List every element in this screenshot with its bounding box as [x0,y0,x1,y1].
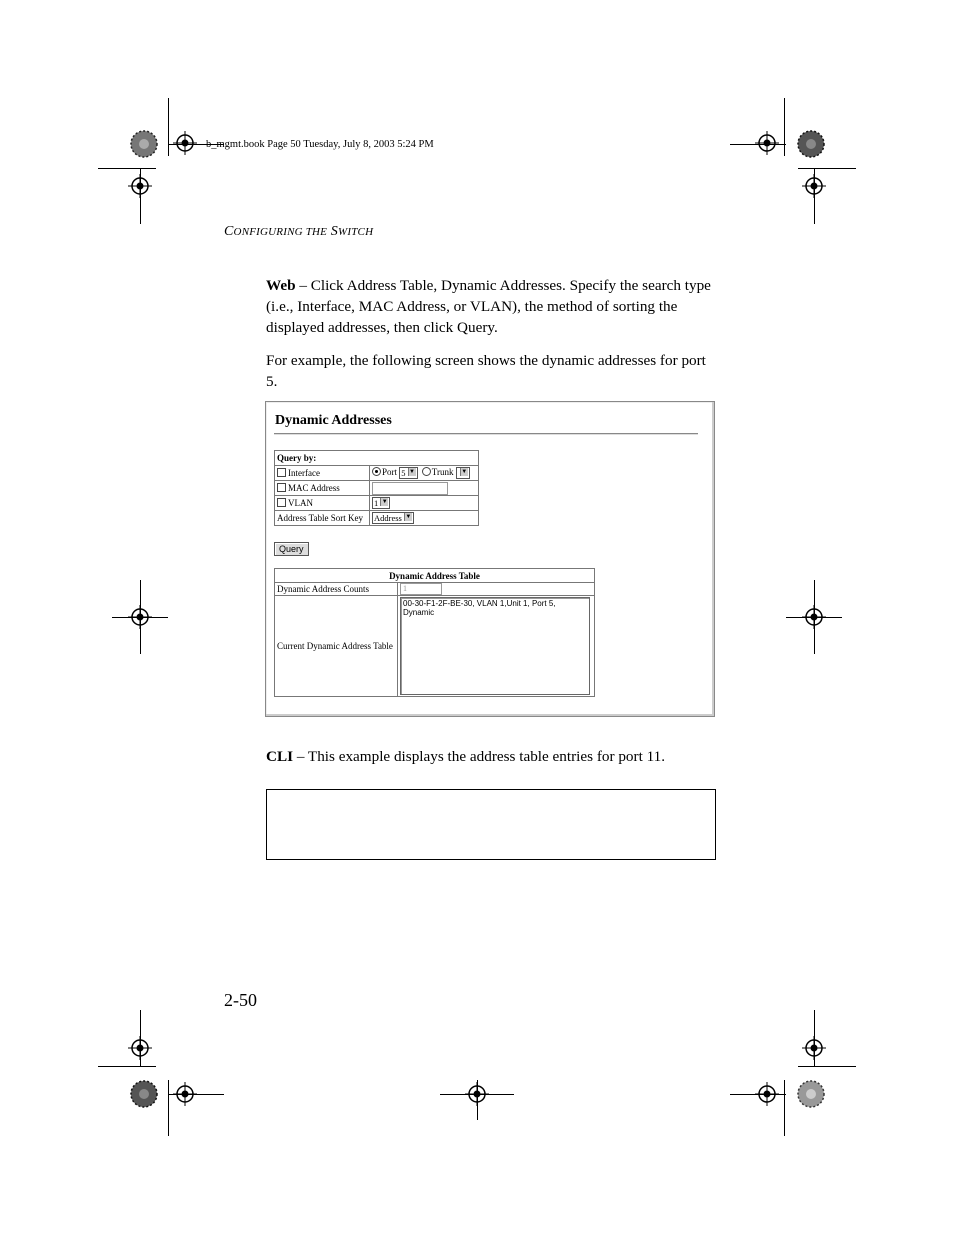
color-target-icon [130,130,158,158]
port-value: 5 [401,468,406,478]
mac-option[interactable] [275,481,370,496]
running-head-part: S [327,224,338,239]
counts-label: Dynamic Address Counts [275,583,398,596]
counts-cell [398,583,595,596]
running-head [224,224,373,240]
dynamic-addresses-screenshot [265,401,715,717]
port-label: Port [382,467,398,478]
running-head-part: WITCH [338,226,374,238]
dropdown-arrow-icon: ▼ [461,469,468,475]
interface-controls [370,466,479,481]
vlan-label: VLAN [288,498,313,508]
dynamic-address-table [274,568,595,697]
cli-paragraph [266,746,718,767]
trunk-label: Trunk [431,467,454,478]
running-head-part: C [224,224,234,239]
registration-mark-icon [802,605,826,629]
mac-address-input[interactable] [372,482,448,495]
registration-mark-icon [802,174,826,198]
sort-key-value: Address [374,513,402,523]
query-table [274,450,479,526]
title-divider [274,433,698,435]
sort-key-label: Address Table Sort Key [275,511,370,526]
trunk-select[interactable] [456,467,470,479]
query-button[interactable]: Query [274,542,309,556]
cli-text: – This example displays the address table entries for port 11. [293,748,666,765]
color-target-icon [797,130,825,158]
interface-label: Interface [288,468,320,478]
current-table-cell [398,596,595,697]
vlan-value: 1 [374,498,379,508]
interface-option[interactable] [275,466,370,481]
registration-mark-icon [173,131,197,155]
registration-mark-icon [802,1036,826,1060]
registration-mark-icon [755,131,779,155]
cli-example-box [266,789,716,860]
web-label: Web [266,277,296,294]
sort-key-select[interactable] [372,512,414,524]
mac-checkbox[interactable] [277,483,286,492]
table-title: Dynamic Address Table [275,569,595,583]
dropdown-arrow-icon: ▼ [405,514,412,520]
port-select[interactable] [399,467,417,479]
print-header: b_mgmt.book Page 50 Tuesday, July 8, 2003 5:24 PM [206,139,434,150]
web-instructions [266,275,718,338]
sort-key-controls [370,511,479,526]
current-table-label: Current Dynamic Address Table [275,596,398,697]
trunk-radio[interactable] [422,467,431,476]
registration-mark-icon [128,174,152,198]
registration-mark-icon [173,1082,197,1106]
query-by-label: Query by: [275,451,479,466]
registration-mark-icon [128,605,152,629]
screen-title: Dynamic Addresses [275,413,392,428]
color-target-icon [797,1080,825,1108]
mac-label: MAC Address [288,483,340,493]
vlan-select[interactable] [372,497,390,509]
port-radio[interactable] [372,467,381,476]
vlan-option[interactable] [275,496,370,511]
registration-mark-icon [755,1082,779,1106]
vlan-controls [370,496,479,511]
running-head-part: ONFIGURING THE [233,226,328,238]
example-paragraph: For example, the following screen shows the dynamic addresses for port 5. [266,352,706,390]
registration-mark-icon [465,1082,489,1106]
counts-field: 1 [400,583,442,595]
vlan-checkbox[interactable] [277,498,286,507]
mac-controls [370,481,479,496]
web-text: – Click Address Table, Dynamic Addresses. Specify the search type (i.e., Interface, MAC Address, or VLAN), the method of sorting the displayed addresses, then click Query. [266,277,711,336]
cli-label: CLI [266,748,294,765]
page-number: 2-50 [224,990,257,1010]
registration-mark-icon [128,1036,152,1060]
dropdown-arrow-icon: ▼ [381,499,388,505]
dropdown-arrow-icon: ▼ [409,469,415,475]
address-list[interactable]: 00-30-F1-2F-BE-30, VLAN 1,Unit 1, Port 5, Dynamic [400,597,590,695]
interface-checkbox[interactable] [277,468,286,477]
color-target-icon [130,1080,158,1108]
